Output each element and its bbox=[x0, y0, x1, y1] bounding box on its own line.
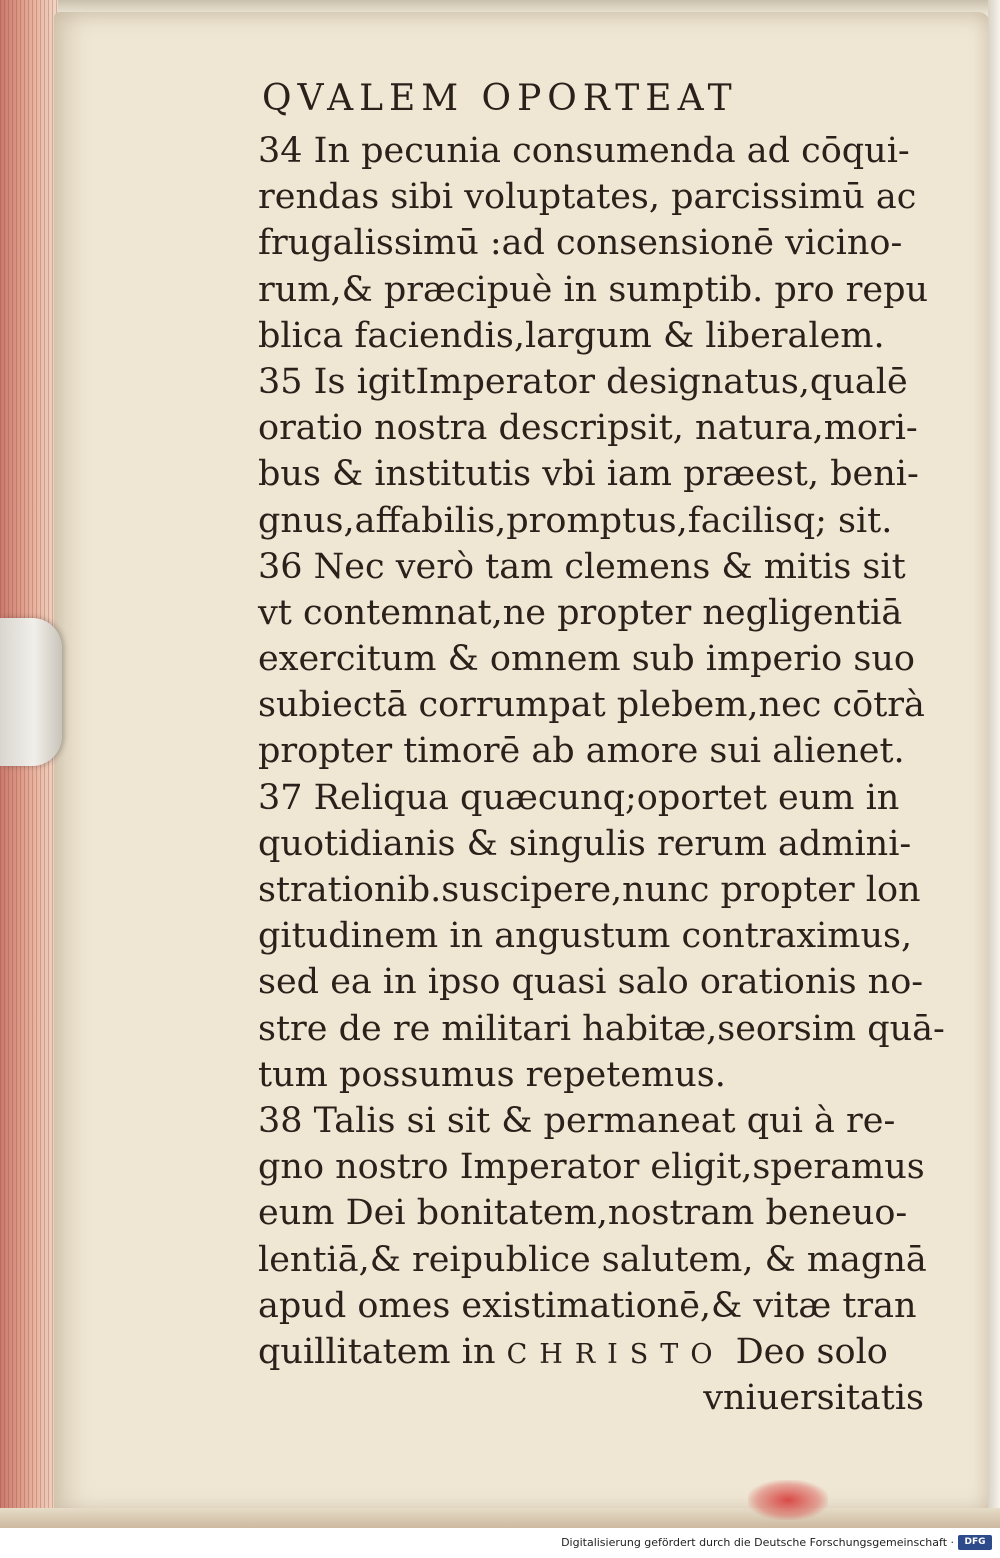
text-line: 38 Talis si sit & permaneat qui à re- bbox=[258, 1100, 896, 1141]
text-line: strationib.suscipere,nunc propter lon bbox=[258, 870, 921, 910]
text-line: tum possumus repetemus. bbox=[258, 1054, 726, 1095]
text-line: sed ea in ipso quasi salo orationis no- bbox=[258, 962, 924, 1003]
text-line: bus & institutis vbi iam præest, beni- bbox=[258, 454, 919, 495]
text-line: blica faciendis,largum & liberalem. bbox=[258, 315, 885, 356]
text-line: gno nostro Imperator eligit,speramus bbox=[258, 1147, 925, 1188]
text-line: propter timorē ab amore sui alienet. bbox=[258, 731, 905, 772]
text-line: 36 Nec verò tam clemens & mitis sit bbox=[258, 546, 906, 587]
text-line: rendas sibi voluptates, parcissimū ac bbox=[258, 177, 917, 218]
text-line: 34 In pecunia consumenda ad cōqui- bbox=[258, 131, 910, 171]
text-line: oratio nostra descripsit, natura,mori- bbox=[258, 408, 918, 449]
text-line: apud omes existimationē,& vitæ tran bbox=[258, 1285, 917, 1326]
text-segment: Deo solo bbox=[724, 1331, 888, 1372]
page-bottom-edge bbox=[0, 1508, 1000, 1528]
text-line: subiectā corrumpat plebem,nec cōtrà bbox=[258, 685, 925, 726]
text-line: gitudinem in angustum contraximus, bbox=[258, 916, 913, 957]
text-line: stre de re militari habitæ,seorsim quā- bbox=[258, 1008, 945, 1049]
text-line: quotidianis & singulis rerum admini- bbox=[258, 823, 912, 864]
text-line: exercitum & omnem sub imperio suo bbox=[258, 639, 915, 680]
red-stain bbox=[748, 1480, 828, 1520]
clasp-icon bbox=[0, 618, 62, 766]
catchword: vniuersitatis bbox=[703, 1378, 924, 1419]
text-line: vt contemnat,ne propter negligentiā bbox=[258, 592, 903, 633]
text-line: frugalissimū :ad consensionē vicino- bbox=[258, 223, 903, 264]
text-line: rum,& præcipuè in sumptib. pro repu bbox=[258, 269, 929, 310]
text-line: gnus,affabilis,promptus,facilisq; sit. bbox=[258, 500, 893, 541]
small-caps-name: CHRISTO bbox=[506, 1338, 725, 1370]
text-line bbox=[258, 1329, 938, 1375]
page-right-edge bbox=[988, 0, 1000, 1528]
footer-credit: Digitalisierung gefördert durch die Deutsche Forschungsgemeinschaft · bbox=[561, 1536, 954, 1549]
text-line: 35 Is igitImperator designatus,qualē bbox=[258, 361, 908, 402]
footer-bar bbox=[0, 1528, 1000, 1558]
text-line: lentiā,& reipublice salutem, & magnā bbox=[258, 1239, 927, 1280]
text-line: eum Dei bonitatem,nostram beneuo- bbox=[258, 1193, 908, 1234]
text-block bbox=[258, 128, 945, 1421]
text-segment: quillitatem in bbox=[258, 1331, 507, 1372]
running-head: QVALEM OPORTEAT bbox=[262, 78, 738, 119]
text-line: 37 Reliqua quæcunq;oportet eum in bbox=[258, 777, 900, 818]
dfg-logo: DFG bbox=[958, 1535, 992, 1550]
